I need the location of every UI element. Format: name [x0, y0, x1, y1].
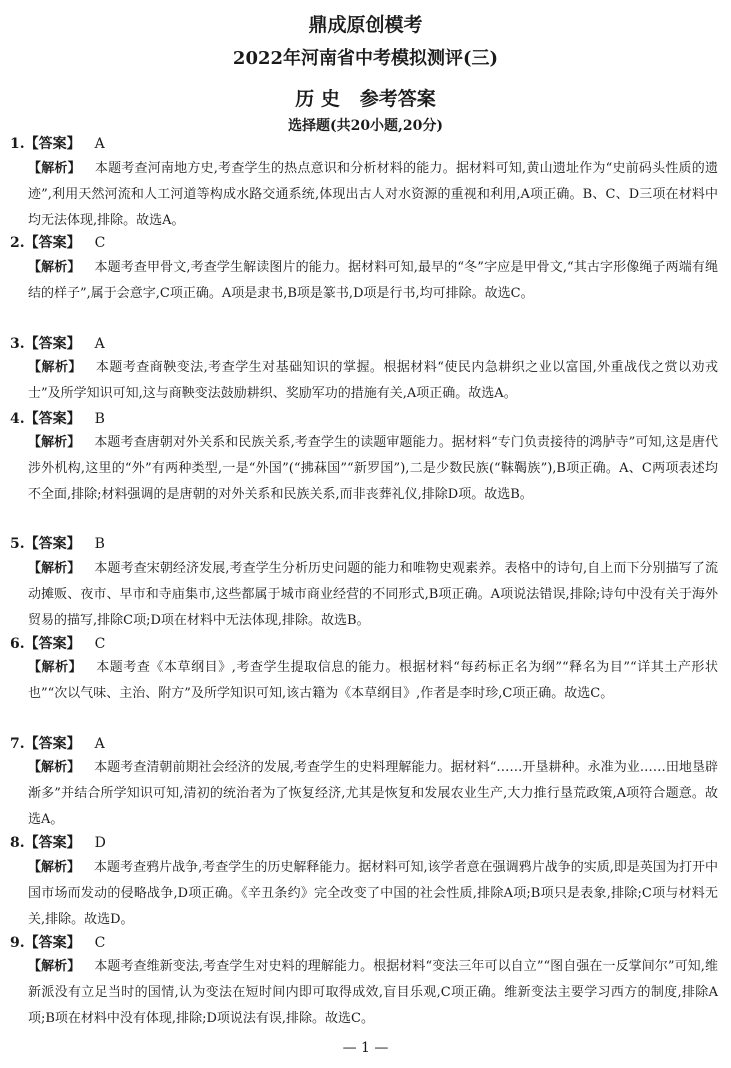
answer-letter: A: [94, 136, 105, 152]
analysis-tag: 【解析】: [28, 161, 81, 176]
answer-letter: B: [94, 411, 105, 427]
answer-line: [10, 832, 106, 854]
analysis-block: [28, 156, 718, 234]
analysis-block: [28, 954, 718, 1032]
question-number: 4.: [10, 411, 25, 427]
analysis-tag: 【解析】: [28, 660, 83, 675]
analysis-block: [28, 655, 718, 707]
question-number: 7.: [10, 736, 25, 752]
answer-line: [10, 733, 105, 755]
analysis-tag: 【解析】: [28, 561, 81, 576]
analysis-text: 本题考查《本草纲目》,考查学生提取信息的能力。根据材料“每药标正名为纲”“释名为目”“详其土产形状也”“次以气味、主治、附方”及所学知识可知,该古籍为《本草纲目》,作者是李时珍,C项正确。故选C。: [28, 660, 718, 701]
answer-letter: A: [94, 336, 105, 352]
answer-letter: A: [94, 736, 105, 752]
answer-tag: 【答案】: [24, 136, 81, 152]
question-number: 6.: [10, 636, 25, 652]
answer-line: [10, 633, 105, 655]
answer-tag: 【答案】: [24, 736, 81, 752]
analysis-block: [28, 556, 718, 634]
analysis-block: [28, 755, 718, 833]
analysis-tag: 【解析】: [28, 760, 81, 775]
answer-line: [10, 533, 105, 555]
answer-tag: 【答案】: [24, 935, 81, 951]
analysis-block: [28, 355, 718, 407]
analysis-tag: 【解析】: [28, 435, 81, 450]
analysis-text: 本题考查甲骨文,考查学生解读图片的能力。据材料可知,最早的“冬”字应是甲骨文,“其古字形像绳子两端有绳结的样子”,属于会意字,C项正确。A项是隶书,B项是篆书,D项是行书,均可排除。故选C。: [28, 260, 718, 301]
answer-tag: 【答案】: [24, 336, 81, 352]
analysis-block: [28, 430, 718, 508]
analysis-block: [28, 255, 718, 307]
answer-letter: C: [94, 235, 106, 251]
question-number: 2.: [10, 235, 25, 251]
question-number: 5.: [10, 536, 25, 552]
exam-title: 2022年河南省中考模拟测评(三): [232, 48, 499, 69]
analysis-tag: 【解析】: [28, 959, 81, 974]
section-title: 选择题(共20小题,20分): [287, 118, 444, 134]
analysis-text: 本题考查商鞅变法,考查学生对基础知识的掌握。根据材料“使民内急耕织之业以富国,外重战伐之赏以劝戎士”及所学知识可知,这与商鞅变法鼓励耕织、奖励军功的措施有关,A项正确。故选A。: [28, 360, 718, 401]
subject-title: 历 史 参考答案: [295, 88, 436, 110]
answer-tag: 【答案】: [24, 536, 81, 552]
analysis-text: 本题考查维新变法,考查学生对史料的理解能力。根据材料“变法三年可以自立”“图自强在一反掌间尔”可知,维新派没有立足当时的国情,认为变法在短时间内即可取得成效,盲目乐观,C项正确。维新变法主要学习西方的制度,排除A项;B项在材料中没有体现,排除;D项说法有误,排除。故选C。: [28, 959, 718, 1026]
answer-line: [10, 232, 105, 254]
answer-tag: 【答案】: [24, 235, 81, 251]
analysis-block: [28, 855, 718, 933]
analysis-tag: 【解析】: [28, 860, 81, 875]
analysis-text: 本题考查鸦片战争,考查学生的历史解释能力。据材料可知,该学者意在强调鸦片战争的实质,即是英国为打开中国市场而发动的侵略战争,D项正确。《辛丑条约》完全改变了中国的社会性质,排除A项;B项只是表象,排除;C项与材料无关,排除。故选D。: [28, 860, 718, 927]
answer-tag: 【答案】: [24, 636, 81, 652]
analysis-tag: 【解析】: [28, 360, 82, 375]
page-number: — 1 —: [342, 1040, 389, 1056]
answer-letter: D: [94, 835, 106, 851]
answer-letter: B: [94, 536, 105, 552]
answer-letter: C: [94, 636, 106, 652]
answer-line: [10, 932, 105, 954]
answer-line: [10, 408, 105, 430]
answer-line: [10, 333, 105, 355]
answer-tag: 【答案】: [24, 411, 81, 427]
question-number: 3.: [10, 336, 25, 352]
analysis-tag: 【解析】: [28, 260, 81, 275]
analysis-text: 本题考查宋朝经济发展,考查学生分析历史问题的能力和唯物史观素养。表格中的诗句,自上而下分别描写了流动摊贩、夜市、早市和寺庙集市,这些都属于城市商业经营的不同形式,B项正确。A项说法错误,排除;诗句中没有关于海外贸易的描写,排除C项;D项在材料中无法体现,排除。故选B。: [28, 561, 718, 628]
question-number: 9.: [10, 935, 25, 951]
answer-letter: C: [94, 935, 106, 951]
answer-tag: 【答案】: [24, 835, 81, 851]
analysis-text: 本题考查清朝前期社会经济的发展,考查学生的史料理解能力。据材料“……开垦耕种。永准为业……田地垦辟渐多”并结合所学知识可知,清初的统治者为了恢复经济,尤其是恢复和发展农业生产,大力推行垦荒政策,A项符合题意。故选A。: [28, 760, 718, 827]
question-number: 1.: [10, 136, 25, 152]
question-number: 8.: [10, 835, 25, 851]
brand-title: 鼎成原创模考: [308, 14, 423, 36]
analysis-text: 本题考查河南地方史,考查学生的热点意识和分析材料的能力。据材料可知,黄山遗址作为“史前码头性质的遗迹”,利用天然河流和人工河道等构成水路交通系统,体现出古人对水资源的重视和利用,A项正确。B、C、D三项在材料中均无法体现,排除。故选A。: [28, 161, 718, 228]
analysis-text: 本题考查唐朝对外关系和民族关系,考查学生的读题审题能力。据材料“专门负责接待的鸿胪寺”可知,这是唐代涉外机构,这里的“外”有两种类型,一是“外国”(“拂菻国”“新罗国”),二是少数民族(“靺鞨族”),B项正确。A、C两项表述均不全面,排除;材料强调的是唐朝的对外关系和民族关系,而非丧葬礼仪,排除D项。故选B。: [28, 435, 718, 502]
answer-line: [10, 133, 105, 155]
